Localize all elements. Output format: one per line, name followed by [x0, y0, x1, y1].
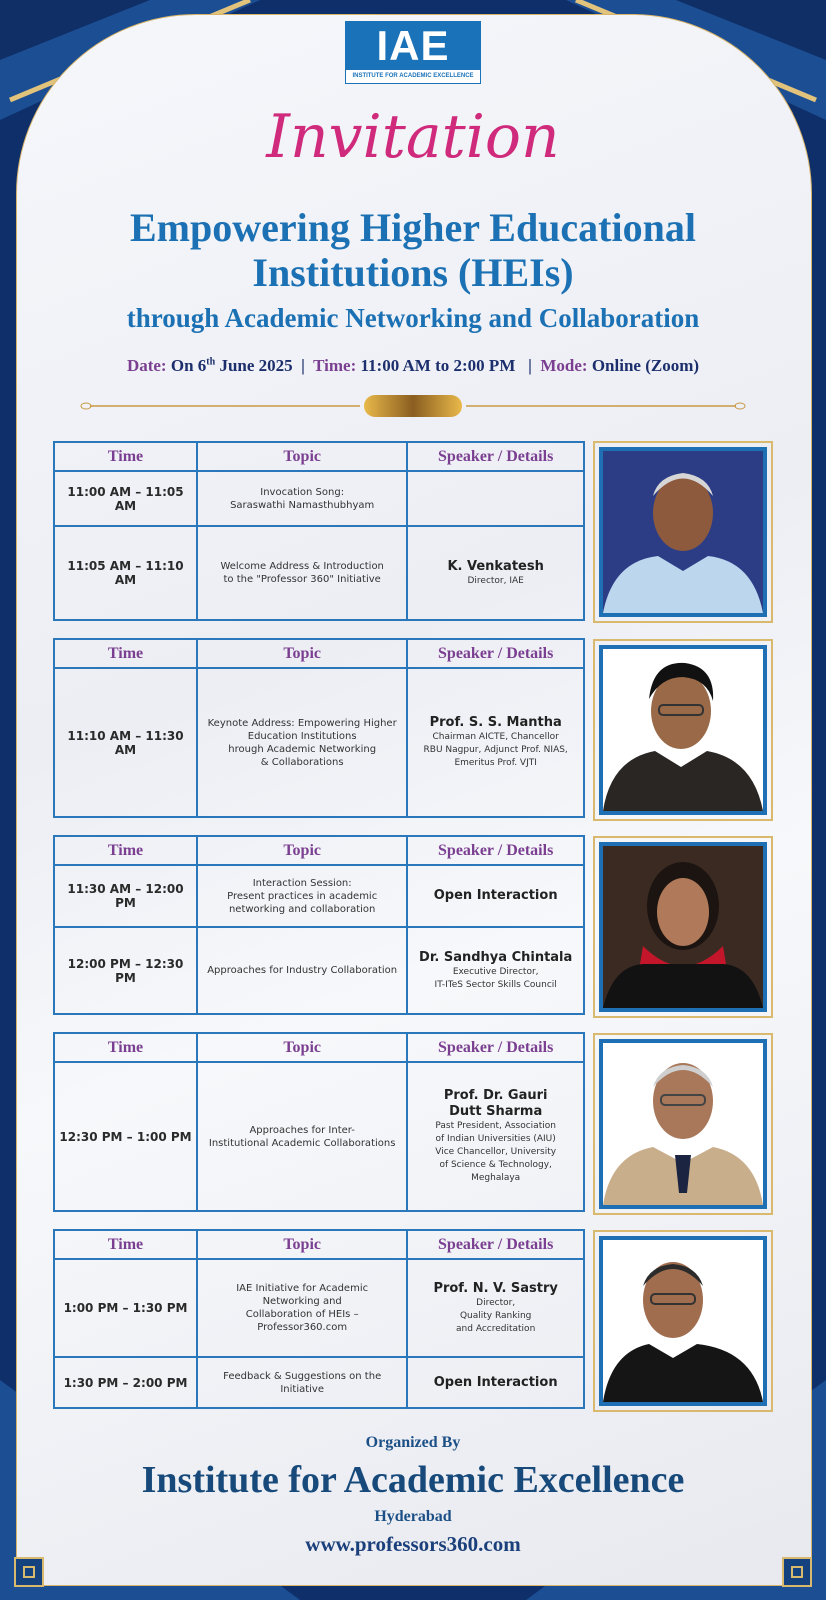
speaker-role: Chairman AICTE, Chancellor	[432, 732, 559, 742]
header-topic: Topic	[197, 836, 407, 865]
website-link[interactable]: www.professors360.com	[305, 1532, 521, 1556]
organized-by-label: Organized By	[365, 1434, 461, 1451]
separator: |	[528, 356, 532, 375]
header-time: Time	[54, 1033, 197, 1062]
table-row	[54, 526, 584, 620]
schedule-table-5	[53, 1229, 585, 1409]
topic-cell	[197, 526, 407, 620]
table-row	[54, 1062, 584, 1211]
topic-line: Education Institutions	[247, 730, 357, 742]
time-cell: 1:00 PM – 1:30 PM	[54, 1259, 197, 1357]
speaker-role: Emeritus Prof. VJTI	[454, 758, 537, 768]
subtitle: through Academic Networking and Collaboration	[126, 303, 700, 333]
portrait-image	[603, 451, 763, 613]
topic-cell	[197, 1259, 407, 1357]
header-topic: Topic	[197, 1033, 407, 1062]
header-time: Time	[54, 1230, 197, 1259]
speaker-role: Director, IAE	[467, 575, 524, 586]
speaker-name: Open Interaction	[433, 1374, 558, 1390]
header-speaker: Speaker / Details	[407, 1230, 584, 1259]
topic-line: Interaction Session:	[252, 877, 352, 889]
gold-divider	[80, 394, 746, 418]
time-value: 11:00 AM to 2:00 PM	[360, 356, 516, 375]
speaker-cell	[407, 865, 584, 927]
speaker-cell	[407, 1062, 584, 1211]
speaker-photo-mantha	[593, 639, 773, 821]
topic-line: Collaboration of HEIs –	[245, 1309, 359, 1320]
speaker-name: Open Interaction	[433, 888, 558, 903]
corner-ornament-left	[14, 1557, 44, 1587]
time-cell: 11:00 AM – 11:05 AM	[54, 471, 197, 526]
speaker-role: Executive Director,	[452, 966, 539, 977]
header-time: Time	[54, 442, 197, 471]
header-time: Time	[54, 639, 197, 668]
time-cell: 11:10 AM – 11:30 AM	[54, 668, 197, 817]
schedule-table-3	[53, 835, 585, 1015]
time-cell: 1:30 PM – 2:00 PM	[54, 1357, 197, 1408]
speaker-name: Prof. N. V. Sastry	[433, 1280, 558, 1296]
table-row	[54, 1259, 584, 1357]
table-row	[54, 668, 584, 817]
speaker-role: RBU Nagpur, Adjunct Prof. NIAS,	[423, 745, 568, 755]
speaker-role: Past President, Association	[435, 1121, 556, 1131]
header-speaker: Speaker / Details	[407, 442, 584, 471]
portrait-image	[603, 649, 763, 811]
portrait-image	[603, 1043, 763, 1205]
speaker-name: Prof. Dr. Gauri Dutt Sharma	[443, 1088, 548, 1119]
header-time: Time	[54, 836, 197, 865]
topic-line: Networking and	[262, 1296, 342, 1307]
time-cell: 12:00 PM – 12:30 PM	[54, 927, 197, 1014]
portrait-image	[603, 846, 763, 1008]
topic-cell	[197, 1062, 407, 1211]
topic-cell	[197, 927, 407, 1014]
logo-subtext: INSTITUTE FOR ACADEMIC EXCELLENCE	[345, 69, 481, 84]
speaker-cell	[407, 668, 584, 817]
time-cell: 12:30 PM – 1:00 PM	[54, 1062, 197, 1211]
topic-line: hrough Academic Networking	[228, 743, 377, 755]
speaker-name: Dr. Sandhya Chintala	[419, 949, 573, 965]
logo-main-text: IAE	[345, 21, 481, 69]
title-line-1: Empowering Higher Educational	[130, 205, 696, 250]
speaker-name: Prof. S. S. Mantha	[429, 715, 562, 730]
speaker-photo-sastry	[593, 1230, 773, 1412]
date-label: Date:	[126, 356, 167, 375]
header-speaker: Speaker / Details	[407, 1033, 584, 1062]
time-cell: 11:30 AM – 12:00 PM	[54, 865, 197, 927]
topic-line: Institutional Academic Collaborations	[208, 1137, 396, 1149]
date-value-sup: th	[206, 356, 216, 368]
title-line-2: Institutions (HEIs)	[252, 250, 574, 295]
speaker-role: Meghalaya	[471, 1173, 521, 1183]
event-details	[40, 356, 786, 376]
speaker-cell	[407, 1357, 584, 1408]
time-cell: 11:05 AM – 11:10 AM	[54, 526, 197, 620]
speaker-name: K. Venkatesh	[447, 558, 544, 574]
topic-line: Welcome Address & Introduction	[220, 561, 384, 572]
header-topic: Topic	[197, 1230, 407, 1259]
date-value-post: June 2025	[215, 356, 293, 375]
schedule-table-4	[53, 1032, 585, 1212]
topic-line: Invocation Song:	[260, 486, 345, 498]
topic-cell	[197, 668, 407, 817]
speaker-role: and Accreditation	[456, 1323, 536, 1334]
time-label: Time:	[313, 356, 357, 375]
speaker-role: of Indian Universities (AIU)	[435, 1134, 556, 1144]
speaker-cell	[407, 471, 584, 526]
speaker-role: Quality Ranking	[459, 1310, 532, 1321]
topic-line: Approaches for Industry Collaboration	[207, 965, 398, 976]
speaker-role: Director,	[476, 1297, 516, 1308]
topic-line: & Collaborations	[260, 756, 344, 768]
speaker-cell	[407, 526, 584, 620]
header-topic: Topic	[197, 442, 407, 471]
topic-line: Saraswathi Namasthubhyam	[230, 499, 375, 511]
speaker-role: of Science & Technology,	[439, 1160, 552, 1170]
table-row	[54, 927, 584, 1014]
topic-line: Feedback & Suggestions on the Initiative	[223, 1370, 382, 1395]
separator: |	[301, 356, 305, 375]
date-value-pre: On 6	[170, 356, 207, 375]
speaker-photo-sharma	[593, 1033, 773, 1215]
speaker-photo-venkatesh	[593, 441, 773, 623]
speaker-cell	[407, 1259, 584, 1357]
table-row	[54, 471, 584, 526]
topic-line: networking and collaboration	[228, 903, 376, 915]
organization-name: Institute for Academic Excellence	[141, 1459, 685, 1501]
header-speaker: Speaker / Details	[407, 639, 584, 668]
table-row	[54, 1357, 584, 1408]
topic-cell	[197, 1357, 407, 1408]
iae-logo	[345, 21, 481, 84]
topic-line: Present practices in academic	[227, 890, 378, 902]
speaker-role: IT-ITeS Sector Skills Council	[434, 979, 557, 990]
organization-city: Hyderabad	[374, 1508, 452, 1525]
schedule-table-1	[53, 441, 585, 621]
speaker-photo-chintala	[593, 836, 773, 1018]
header-topic: Topic	[197, 639, 407, 668]
topic-cell	[197, 471, 407, 526]
speaker-cell	[407, 927, 584, 1014]
header-speaker: Speaker / Details	[407, 836, 584, 865]
topic-line: Professor360.com	[257, 1322, 348, 1333]
mode-value: Online (Zoom)	[591, 356, 700, 375]
invitation-script: Invitation	[266, 102, 560, 172]
portrait-image	[603, 1240, 763, 1402]
schedule-table-2	[53, 638, 585, 818]
topic-line: IAE Initiative for Academic	[236, 1283, 369, 1294]
speaker-role: Vice Chancellor, University	[435, 1147, 557, 1157]
table-row	[54, 865, 584, 927]
topic-line: Approaches for Inter-	[249, 1124, 355, 1136]
topic-line: to the "Professor 360" Initiative	[223, 574, 381, 585]
mode-label: Mode:	[540, 356, 588, 375]
corner-ornament-right	[782, 1557, 812, 1587]
topic-line: Keynote Address: Empowering Higher	[207, 717, 397, 729]
topic-cell	[197, 865, 407, 927]
